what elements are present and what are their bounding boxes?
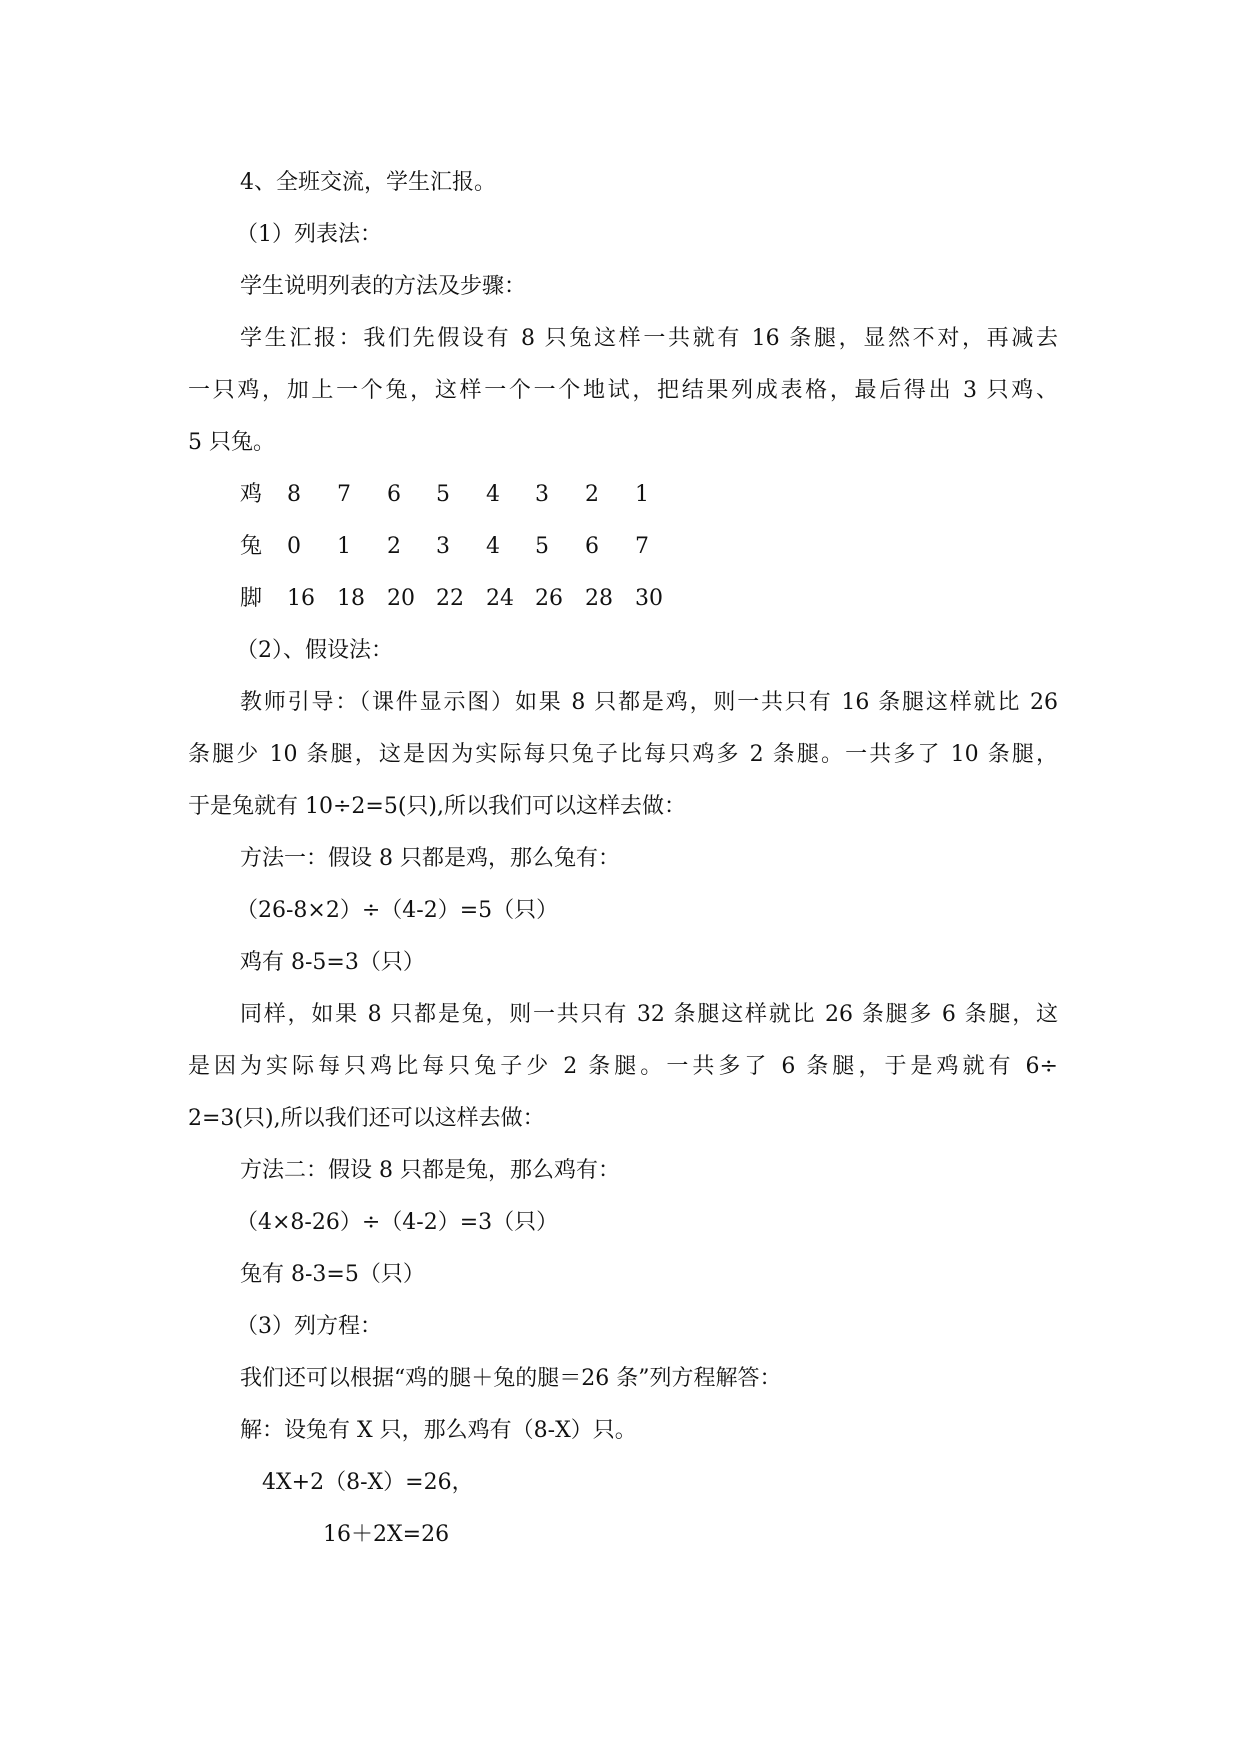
subheading-list-method: （1）列表法： [236,222,382,247]
paragraph-line: 同样，如果 8 只都是兔，则一共只有 32 条腿这样就比 26 条腿多 6 条腿，这 [240,1002,1058,1027]
equation-line: 鸡有 8-5=3（只） [240,950,425,975]
paragraph-line: 条腿少 10 条腿，这是因为实际每只兔子比每只鸡多 2 条腿。一共多了 10 条腿， [188,742,1058,767]
row-label: 鸡 [240,482,263,507]
table-cell: 0 [287,534,301,559]
table-cell: 7 [635,534,649,559]
table-cell: 3 [535,482,549,507]
paragraph-line: 我们还可以根据“鸡的腿＋兔的腿＝26 条”列方程解答： [240,1366,782,1391]
equation-line: 4X+2（8-X）=26， [262,1470,474,1495]
paragraph-line: 学生汇报：我们先假设有 8 只兔这样一共就有 16 条腿，显然不对，再减去 [240,326,1058,351]
table-cell: 7 [337,482,351,507]
subheading-equation-method: （3）列方程： [236,1314,382,1339]
method-two-heading: 方法二：假设 8 只都是兔，那么鸡有： [240,1158,620,1183]
table-cell: 4 [486,534,500,559]
table-cell: 30 [635,586,663,611]
subheading-assumption-method: （2）、假设法： [236,638,393,663]
table-cell: 8 [287,482,301,507]
paragraph-line: 解：设兔有 X 只，那么鸡有（8-X）只。 [240,1418,637,1443]
paragraph-line: 是因为实际每只鸡比每只兔子少 2 条腿。一共多了 6 条腿，于是鸡就有 6÷ [188,1054,1058,1079]
table-cell: 26 [535,586,563,611]
table-cell: 5 [535,534,549,559]
equation-line: 兔有 8-3=5（只） [240,1262,425,1287]
table-cell: 16 [287,586,315,611]
paragraph-line: 一只鸡，加上一个兔，这样一个一个地试，把结果列成表格，最后得出 3 只鸡、 [188,378,1058,403]
equation-line: （4×8-26）÷（4-2）=3（只） [236,1210,559,1235]
equation-line: 16＋2X=26 [323,1522,450,1547]
table-cell: 2 [585,482,599,507]
table-cell: 6 [585,534,599,559]
table-cell: 24 [486,586,514,611]
table-cell: 6 [387,482,401,507]
equation-line: （26-8×2）÷（4-2）=5（只） [236,898,559,923]
table-cell: 18 [337,586,365,611]
table-cell: 1 [635,482,649,507]
table-cell: 4 [486,482,500,507]
paragraph-line: 5 只兔。 [188,430,275,455]
row-label: 兔 [240,534,263,559]
paragraph-line: 学生说明列表的方法及步骤： [240,274,527,299]
table-cell: 2 [387,534,401,559]
paragraph-line: 于是兔就有 10÷2=5(只),所以我们可以这样去做： [188,794,687,819]
table-cell: 20 [387,586,415,611]
table-cell: 28 [585,586,613,611]
method-one-heading: 方法一：假设 8 只都是鸡，那么兔有： [240,846,620,871]
section-heading-exchange: 4、全班交流，学生汇报。 [240,170,496,195]
table-cell: 22 [436,586,464,611]
row-label: 脚 [240,586,263,611]
table-cell: 1 [337,534,351,559]
paragraph-line: 2=3(只),所以我们还可以这样去做： [188,1106,545,1131]
table-cell: 5 [436,482,450,507]
paragraph-line: 教师引导：（课件显示图）如果 8 只都是鸡，则一共只有 16 条腿这样就比 26 [240,690,1058,715]
table-cell: 3 [436,534,450,559]
